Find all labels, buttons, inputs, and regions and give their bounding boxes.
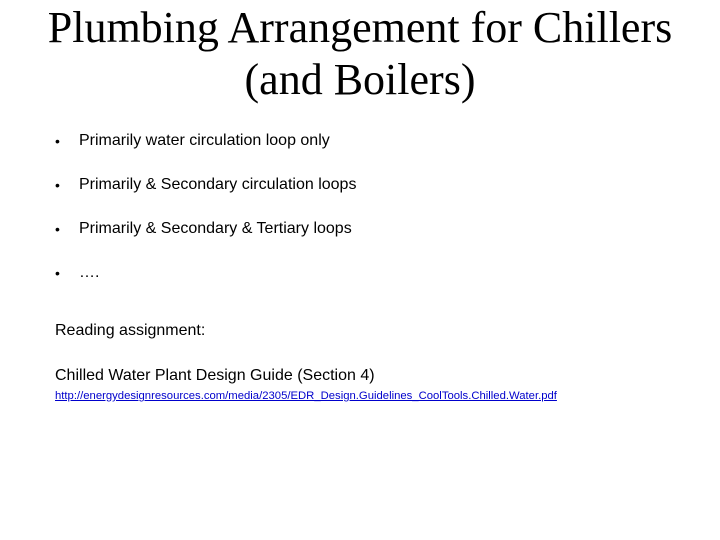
bullet-text: …. (79, 264, 100, 281)
bullet-text: Primarily & Secondary circulation loops (79, 176, 357, 193)
reading-assignment-label: Reading assignment: (55, 322, 206, 339)
bullet-text: Primarily & Secondary & Tertiary loops (79, 220, 352, 237)
bullet-icon: • (55, 265, 60, 281)
design-guide-link[interactable]: http://energydesignresources.com/media/2305/EDR_Design.Guidelines_CoolTools.Chilled.Water.pdf (55, 390, 557, 402)
slide-title (0, 2, 720, 106)
slide-title-line-2: (and Boilers) (244, 55, 476, 104)
list-item (55, 172, 356, 216)
bullet-icon: • (55, 177, 60, 193)
design-guide-title: Chilled Water Plant Design Guide (Section 4) (55, 367, 375, 384)
bullet-icon: • (55, 133, 60, 149)
bullet-text: Primarily water circulation loop only (79, 132, 330, 149)
list-item (55, 260, 356, 304)
list-item (55, 216, 356, 260)
slide-title-line-1: Plumbing Arrangement for Chillers (47, 3, 673, 52)
list-item (55, 128, 356, 172)
bullet-list (55, 128, 356, 304)
bullet-icon: • (55, 221, 60, 237)
